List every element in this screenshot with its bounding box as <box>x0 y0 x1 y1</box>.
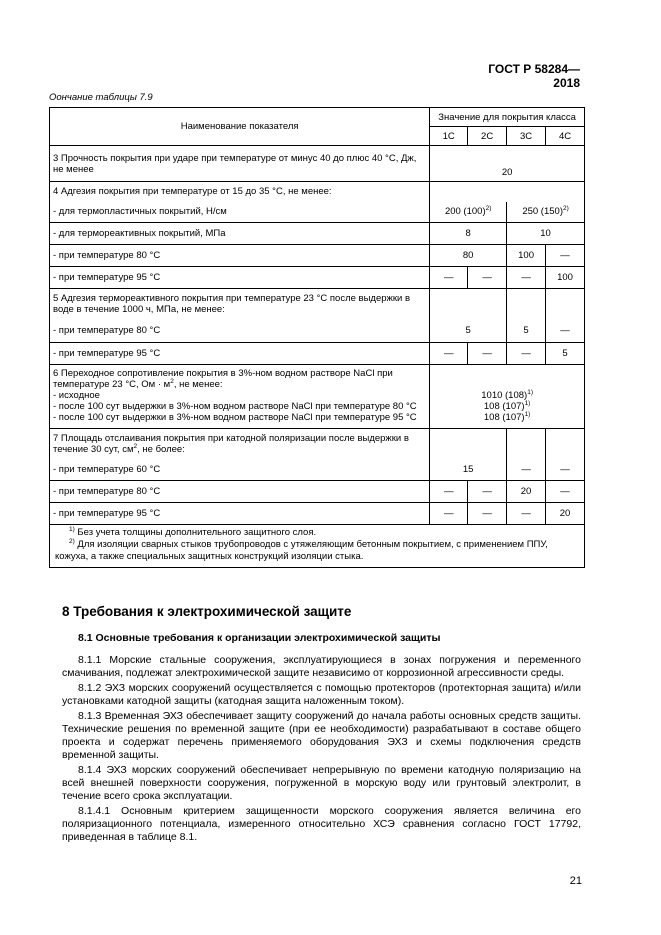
row4-t95-label: - при температуре 95 °С <box>50 267 430 289</box>
table-row <box>50 182 585 202</box>
row7-t60-label: - при температуре 60 °С <box>50 459 430 481</box>
row4-reactive-v12: 8 <box>430 223 507 245</box>
row6-d80-label: - после 100 сут выдержки в 3%-ном водном растворе NaCl при температуре 80 °С <box>53 401 417 412</box>
paragraph: 8.1.3 Временная ЭХЗ обеспечивает защиту сооружений до начала работы основных средств защиты. Технические решения по временной защите (при ее необходимости) разрабатывают в составе общего проекта и содержат перечень применяемого оборудования ЭХЗ и схемы подключения средств временной защиты. <box>62 710 581 761</box>
row4-t95-v1: — <box>430 267 468 289</box>
row4-reactive-label: - для термореактивных покрытий, МПа <box>50 223 430 245</box>
row7-t80-v4: — <box>546 481 585 503</box>
table-caption: Оончание таблицы 7.9 <box>49 92 153 103</box>
row5-t80-v4: — <box>546 320 585 343</box>
header-class-3c: 3С <box>507 127 546 146</box>
table-row <box>50 503 585 525</box>
table-footnotes-row <box>50 525 585 568</box>
row4-thermo-label: - для термопластичных покрытий, Н/см <box>50 202 430 223</box>
row4-thermo-v34: 250 $(150)^{2)}$ <box>507 202 585 223</box>
row4-t95-v4: 100 <box>546 267 585 289</box>
row4-t80-v4: — <box>546 245 585 267</box>
row7-t95-v4: 20 <box>546 503 585 525</box>
row5-t80-label: - при температуре 80 °С <box>50 320 430 343</box>
paragraph: 8.1.2 ЭХЗ морских сооружений осуществляется с помощью протекторов (протекторная защита) и/или установками катодной защиты (катодная защита наложенным током). <box>62 682 581 707</box>
table-row <box>50 202 585 223</box>
table-row <box>50 365 585 429</box>
properties-table <box>49 107 585 568</box>
row7-t60-v12: 15 <box>430 459 507 481</box>
table-row <box>50 429 585 459</box>
row7-t80-v1: — <box>430 481 468 503</box>
header-indicator-name: Наименование показателя <box>50 108 430 146</box>
row7-t60-v4: — <box>546 459 585 481</box>
row4-t80-v3: 100 <box>507 245 546 267</box>
table-row <box>50 146 585 182</box>
row4-t80-v12: 80 <box>430 245 507 267</box>
row4-t95-v2: — <box>468 267 507 289</box>
row6-title: 6 Переходное сопротивление покрытия в 3%-ном водном растворе NaCl при температуре 23 °С, Ом · $м^2$, не менее: <box>53 368 393 390</box>
row7-t80-v3: 20 <box>507 481 546 503</box>
row7-t60-v3: — <box>507 459 546 481</box>
row7-t80-v2: — <box>468 481 507 503</box>
row5-t80-v3: 5 <box>507 320 546 343</box>
row6-init-label: - исходное <box>53 390 100 401</box>
footnote-2: $^{2)}$ Для изоляции сварных стыков трубопроводов с утяжеляющим бетонным покрытием, с применением ППУ, кожуха, а также специальных защитных конструкций изоляции стыка. <box>55 538 548 562</box>
row7-t95-label: - при температуре 95 °С <box>50 503 430 525</box>
row3-value: 20 <box>430 146 585 182</box>
row5-t95-v4: 5 <box>546 343 585 365</box>
header-class-group: Значение для покрытия класса <box>430 108 585 127</box>
row7-t80-label: - при температуре 80 °С <box>50 481 430 503</box>
row6-d80-value: 108 $(107)^{1)}$ <box>483 400 531 412</box>
table-footnotes <box>50 525 585 568</box>
footnote-1: $^{1)}$ Без учета толщины дополнительного защитного слоя. <box>69 526 317 538</box>
document-code: ГОСТ Р 58284—2018 <box>488 62 580 90</box>
row4-t95-v3: — <box>507 267 546 289</box>
row3-label: 3 Прочность покрытия при ударе при температуре от минус 40 до плюс 40 °С, Дж, не менее <box>50 146 430 182</box>
table-row <box>50 245 585 267</box>
paragraph: 8.1.1 Морские стальные сооружения, эксплуатирующиеся в зонах погружения и переменного смачивания, подлежат электрохимической защите независимо от коррозионной агрессивности среды. <box>62 654 581 679</box>
header-class-4c: 4С <box>546 127 585 146</box>
table-row <box>50 320 585 343</box>
table-row <box>50 289 585 320</box>
table-row <box>50 481 585 503</box>
row6-cell <box>50 365 430 429</box>
row7-t95-v3: — <box>507 503 546 525</box>
row5-t95-v1: — <box>430 343 468 365</box>
row4-title: 4 Адгезия покрытия при температуре от 15 до 35 °С, не менее: <box>50 182 430 202</box>
table-row <box>50 459 585 481</box>
table-row <box>50 343 585 365</box>
row4-t80-label: - при температуре 80 °С <box>50 245 430 267</box>
row5-t95-v3: — <box>507 343 546 365</box>
table-row <box>50 267 585 289</box>
row5-title: 5 Адгезия термореактивного покрытия при температуре 23 °С после выдержки в воде в течение 1000 ч, МПа, не менее: <box>50 289 430 320</box>
section-title: 8 Требования к электрохимической защите <box>62 604 352 619</box>
row4-thermo-v12: 200 $(100)^{2)}$ <box>430 202 507 223</box>
row7-t95-v2: — <box>468 503 507 525</box>
row7-t95-v1: — <box>430 503 468 525</box>
row6-d95-label: - после 100 сут выдержки в 3%-ном водном растворе NaCl при температуре 95 °С <box>53 412 417 423</box>
paragraph: 8.1.4 ЭХЗ морских сооружений обеспечивает непрерывную по времени катодную поляризацию на всей внешней поверхности сооружения, погруженной в морскую воду или грунтовый электролит, в течение всего срока эксплуатации. <box>62 764 581 802</box>
subsection-title: 8.1 Основные требования к организации электрохимической защиты <box>78 632 441 644</box>
row6-d95-value: 108 $(107)^{1)}$ <box>483 411 531 423</box>
header-class-1c: 1С <box>430 127 468 146</box>
header-class-2c: 2С <box>468 127 507 146</box>
row4-reactive-v34: 10 <box>507 223 585 245</box>
row7-title: 7 Площадь отслаивания покрытия при катодной поляризации после выдержки в течение 30 сут, $см^2$, не более: <box>50 429 430 459</box>
paragraph: 8.1.4.1 Основным критерием защищенности морского сооружения является величина его поляризационного потенциала, измеренного относительно ХСЭ сравнения согласно ГОСТ 17792, приведенная в таблице 8.1. <box>62 805 581 843</box>
section-body <box>62 654 581 846</box>
row6-init-value: 1010 $(108)^{1)}$ <box>481 389 533 401</box>
row5-t95-label: - при температуре 95 °С <box>50 343 430 365</box>
row5-t95-v2: — <box>468 343 507 365</box>
page-number: 21 <box>569 875 582 887</box>
row6-values <box>430 365 585 429</box>
row5-t80-v12: 5 <box>430 320 507 343</box>
table-row <box>50 223 585 245</box>
